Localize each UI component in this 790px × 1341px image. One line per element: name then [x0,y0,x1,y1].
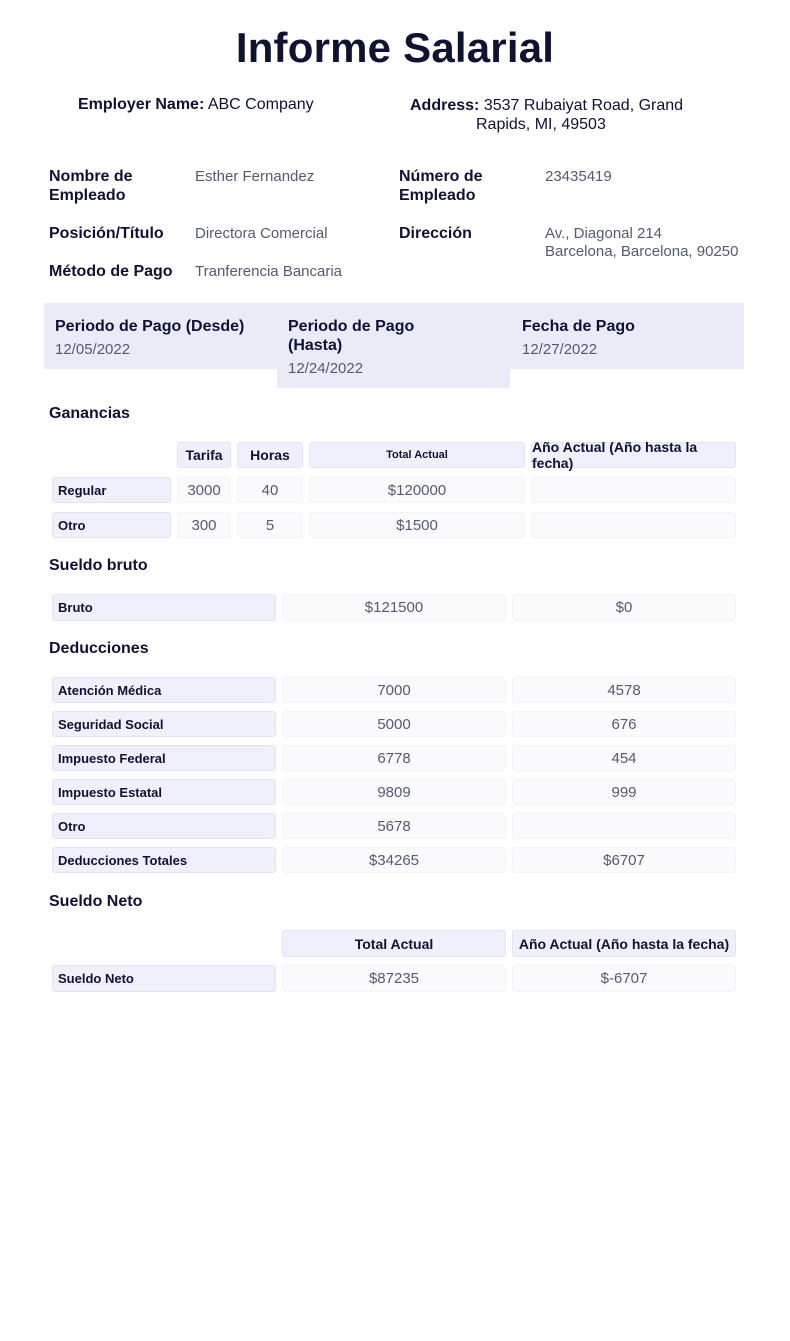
pay-date-value: 12/27/2022 [522,341,598,358]
employee-name-value: Esther Fernandez [195,168,315,185]
earnings-rate: 3000 [177,477,231,503]
gross-heading: Sueldo bruto [49,557,148,574]
pay-period-to-label: Periodo de Pago (Hasta) [288,318,415,354]
employer-address-line1: 3537 Rubaiyat Road, Grand [483,97,684,114]
deductions-heading: Deducciones [49,640,149,657]
deduction-ytd [512,813,736,839]
earnings-current: $1500 [309,512,525,538]
deduction-ytd: 676 [512,711,736,737]
deduction-label: Impuesto Federal [52,745,276,771]
position-label: Posición/Título [49,225,164,242]
payment-method-label: Método de Pago [49,263,173,280]
pay-period-to-value: 12/24/2022 [288,360,364,377]
earnings-header-hours: Horas [237,442,303,468]
employer-name [78,96,314,114]
deduction-current: 5678 [282,813,506,839]
earnings-ytd [531,512,736,538]
earnings-header-rate: Tarifa [177,442,231,468]
deduction-ytd: 999 [512,779,736,805]
deduction-total-label: Deducciones Totales [52,847,276,873]
employee-address-line1: Av., Diagonal 214 [545,225,663,242]
earnings-row-label: Otro [52,512,171,538]
earnings-hours: 40 [237,477,303,503]
employee-address-line2: Barcelona, Barcelona, 90250 [545,243,739,260]
earnings-heading: Ganancias [49,405,130,422]
deduction-current: 9809 [282,779,506,805]
employee-number-value: 23435419 [545,168,612,185]
earnings-rate: 300 [177,512,231,538]
position-value: Directora Comercial [195,225,328,242]
employee-address-label: Dirección [399,225,472,242]
net-ytd: $-6707 [512,965,736,992]
deduction-current: 6778 [282,745,506,771]
earnings-row-label: Regular [52,477,171,503]
gross-label: Bruto [52,594,276,621]
gross-ytd: $0 [512,594,736,621]
deduction-label: Atención Médica [52,677,276,703]
earnings-header-ytd: Año Actual (Año hasta la fecha) [531,442,736,468]
pay-period-from-value: 12/05/2022 [55,341,131,358]
employer-name-label: Employer Name: [78,96,205,113]
payment-method-value: Tranferencia Bancaria [195,263,343,280]
employee-name-label: Nombre de Empleado [49,168,133,204]
employee-number-label: Número de Empleado [399,168,483,204]
deduction-total-ytd: $6707 [512,847,736,873]
deduction-total-current: $34265 [282,847,506,873]
net-heading: Sueldo Neto [49,893,143,910]
employer-address-line2: Rapids, MI, 49503 [476,116,606,133]
net-header-ytd: Año Actual (Año hasta la fecha) [512,930,736,957]
net-header-current: Total Actual [282,930,506,957]
deduction-current: 7000 [282,677,506,703]
employer-address [410,96,683,134]
page-title: Informe Salarial [235,24,555,71]
pay-period-from-label: Periodo de Pago (Desde) [55,318,245,335]
employer-name-value: ABC Company [207,96,314,113]
gross-current: $121500 [282,594,506,621]
earnings-ytd [531,477,736,503]
earnings-current: $120000 [309,477,525,503]
deduction-ytd: 4578 [512,677,736,703]
net-current: $87235 [282,965,506,992]
net-label: Sueldo Neto [52,965,276,992]
deduction-label: Otro [52,813,276,839]
deduction-current: 5000 [282,711,506,737]
employer-address-label: Address: [410,97,480,114]
earnings-hours: 5 [237,512,303,538]
deduction-label: Impuesto Estatal [52,779,276,805]
earnings-header-current: Total Actual [309,442,525,468]
deduction-label: Seguridad Social [52,711,276,737]
deduction-ytd: 454 [512,745,736,771]
pay-date-label: Fecha de Pago [522,318,635,335]
